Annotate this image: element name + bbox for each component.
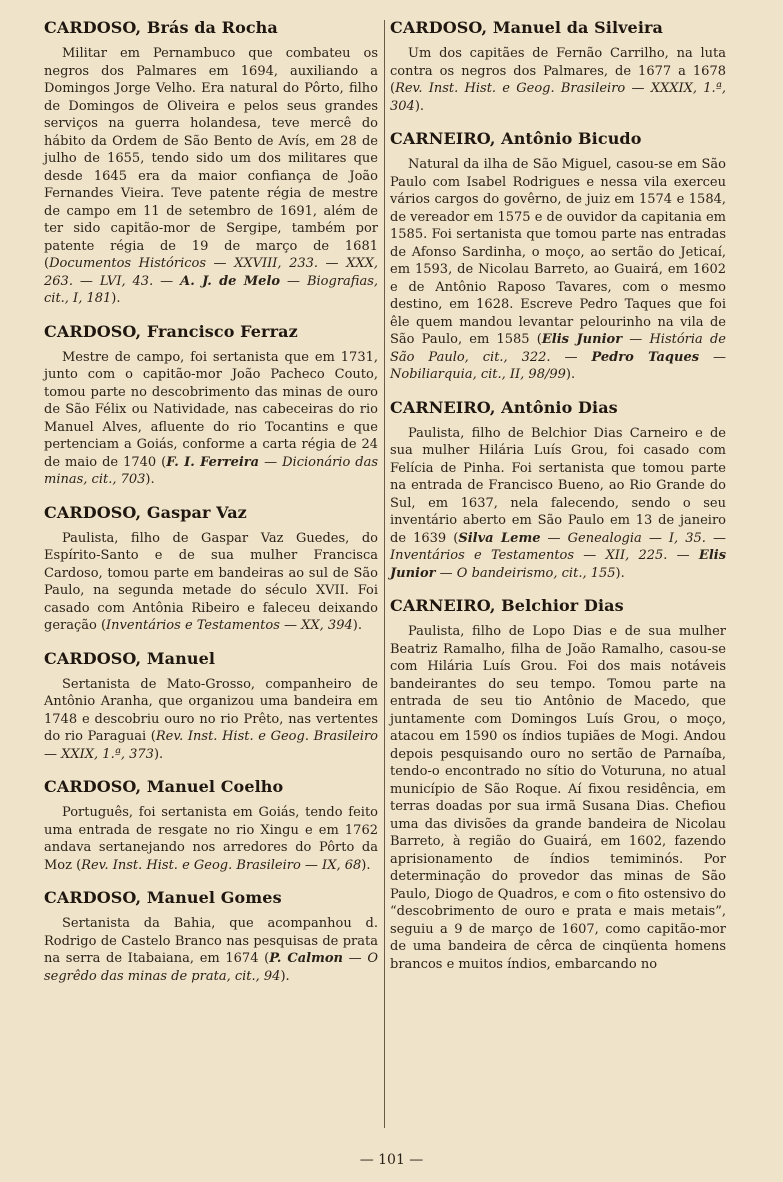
entry-text: Paulista, filho de Gaspar Vaz Guedes, do Espírito-Santo e de sua mulher Francisca Cardoso, tomou parte em bandeiras ao sul de São Paulo, na segunda metade do século XVII. Foi casado com Antônia Ribeiro e faleceu deixando geração ( [44,530,378,633]
entry-text: Paulista, filho de Lopo Dias e de sua mulher Beatriz Ramalho, filha de João Ramalho, casou-se com Hilária Luís Grou. Foi dos mais notáveis bandeirantes do seu tempo. Tomou parte na entrada de seu tio Antônio de Macedo, que juntamente com Domingos Luís Grou, o moço, atacou em 1590 os índios tupiães de Mogi. Andou depois pesquisando ouro no sertão de Parnaíba, tendo-o encontrado no sítio do Voturuna, no atual município de São Roque. Aí fixou residência, em terras doadas por sua irmã Susana Dias. Chefiou uma das divisões da grande bandeira de Nicolau Barreto, à região do Guairá, em 1602, fazendo aprisionamento de índios temiminós. Por determinação do provedor das minas de São Paulo, Diogo de Quadros, e com o fito ostensivo do “descobrimento de ouro e prata e mais metais”, seguiu a 9 de março de 1607, como capitão-mor de uma bandeira de cêrca de cinqüenta homens brancos e muitos índios, embarcando no [390,624,726,972]
entry [390,129,726,384]
cited-author: Elis Junior [541,332,623,347]
entry-text: Paulista, filho de Belchior Dias Carneiro e de sua mulher Hilária Luís Grou, foi casado com Felícia de Pinha. Foi sertanista que tomou parte na entrada de Francisco Bueno, ao Rio Grande do Sul, em 1637, nela falecendo, sendo o seu inventário aberto em São Paulo em 13 de janeiro de 1639 ( [390,425,726,546]
entry [44,322,378,489]
entry-text: Sertanista de Mato-Grosso, companheiro de Antônio Aranha, que organizou uma bandeira em 1748 e descobriu ouro no rio Prêto, nas vertentes do rio Paraguai ( [44,676,378,744]
entry-text: Português, foi sertanista em Goiás, tendo feito uma entrada de resgate no rio Xingu e em 1762 andava sertanejando nos arredores do Pôrto da Moz ( [44,805,378,873]
entry-text: — [667,548,699,563]
column-divider [384,20,385,1128]
entry-body [390,425,726,583]
citation: Rev. Inst. Hist. e Geog. Brasileiro — XXIX, 1.ª, 373 [44,729,378,762]
entry-body [44,349,378,489]
entry-title: CARNEIRO, Antônio Bicudo [390,129,642,148]
entry-body [390,156,726,384]
entry-text: — [540,530,568,546]
citation: Genealogia — I, 35. — Inventários e Testamentos — XII, 225. [390,530,726,563]
entry-text: — [153,273,181,289]
entry-title: CARDOSO, Manuel da Silveira [390,18,664,37]
entry-title: CARNEIRO, Antônio Dias [390,397,618,417]
entry-body [390,623,726,973]
entry-text: — [699,349,726,365]
entry-text: ). [111,291,121,306]
entry [44,777,378,874]
entry-text: — [259,454,283,470]
citation: O bandeirismo, cit., 155 [456,565,616,581]
entry-body [44,676,378,764]
entry-text: — [435,565,457,581]
citation: História de São Paulo, cit., 322. [390,332,727,365]
right-column [390,18,726,987]
citation: O segrêdo das minas de prata, cit., 94 [44,951,379,984]
entry-text: ). [145,472,155,487]
entry-text: ). [153,746,164,762]
entry-text: — [343,951,368,966]
entry [390,596,726,973]
citation: Dicionário das minas, cit., 703 [44,454,379,487]
entry-text: — [280,273,307,289]
entry [44,18,378,308]
citation: Biografias, cit., I, 181 [44,273,379,306]
entry-text: ). [361,857,371,873]
citation: Nobiliarquia, cit., II, 98/99 [390,367,566,382]
entry-text: ). [352,618,362,633]
entry-text: ). [280,968,290,984]
entry [44,888,378,985]
citation: Documentos Históricos — XXVIII, 233. — XXX, 263. — LVI, 43. [44,256,378,289]
entry-title: CARDOSO, Manuel Coelho [44,777,284,796]
cited-author: Silva Leme [458,530,541,546]
entry-text: Natural da ilha de São Miguel, casou-se em São Paulo com Isabel Rodrigues e nessa vila exerceu vários cargos do govêrno, de juiz em 1574 e 1584, de vereador em 1575 e de ouvidor da capitania em 1585. Foi sertanista que tomou parte nas entradas de Afonso Sardinha, o moço, ao sertão do Jeticaí, em 1593, de Nicolau Barreto, ao Guairá, em 1602 e de Antônio Raposo Tavares, com o mesmo destino, em 1628. Escreve Pedro Taques que foi êle quem mandou levantar pelourinho na vila de São Paulo, em 1585 ( [390,157,727,347]
entry-text: ). [414,98,425,114]
entry-title: CARDOSO, Brás da Rocha [44,18,278,37]
entry-body [390,45,726,115]
left-column [44,18,378,999]
entry-text: — [622,332,650,347]
cited-author: A. J. de Melo [180,273,281,289]
entry-title: CARDOSO, Francisco Ferraz [44,321,298,341]
entry-text: ). [615,565,625,581]
entry [44,503,378,635]
entry-title: CARDOSO, Manuel Gomes [44,888,282,907]
entry-body [44,915,378,985]
entry-text: Sertanista da Bahia, que acompanhou d. Rodrigo de Castelo Branco nas pesquisas de prata na serra de Itabaiana, em 1674 ( [44,916,378,966]
cited-author: Pedro Taques [591,349,700,365]
citation: Rev. Inst. Hist. e Geog. Brasileiro — IX, 68 [81,857,362,873]
entry-body [44,530,378,635]
cited-author: Elis Junior [390,548,727,581]
entry-text: Mestre de campo, foi sertanista que em 1731, junto com o capitão-mor João Pacheco Couto, tomou parte no descobrimento das minas de ouro de São Félix ou Natividade, nas cabeceiras do rio Manuel Alves, afluente do rio Tocantins e que pertenciam a Goiás, conforme a carta régia de 24 de maio de 1740 ( [44,349,378,470]
citation: Inventários e Testamentos — XX, 394 [106,618,353,633]
entry [390,18,726,115]
entry-body [44,804,378,874]
entry [44,649,378,764]
entry-title: CARDOSO, Gaspar Vaz [44,502,247,522]
entry-title: CARNEIRO, Belchior Dias [390,596,624,615]
entry-text: Um dos capitães de Fernão Carrilho, na luta contra os negros dos Palmares, de 1677 a 1678 ( [390,46,726,96]
entry-text: — [550,349,592,365]
entry-text: ). [565,367,576,382]
page-number: — 101 — [359,1152,424,1168]
cited-author: P. Calmon [269,951,343,966]
entry [390,398,726,583]
entry-text: Militar em Pernambuco que combateu os negros dos Palmares em 1694, auxiliando a Domingos Jorge Velho. Era natural do Pôrto, filho de Domingos de Oliveira e pelos seus grandes serviços na guerra holandesa, teve mercê do hábito da Ordem de São Bento de Avís, em 28 de julho de 1655, tendo sido um dos militares que desde 1645 era da maior confiança de João Fernandes Vieira. Teve patente régia de mestre de campo em 11 de setembro de 1691, além de ter sido capitão-mor de Sergipe, também por patente régia de 19 de março de 1681 ( [44,46,378,271]
cited-author: F. I. Ferreira [166,454,260,470]
entry-body [44,45,378,308]
citation: Rev. Inst. Hist. e Geog. Brasileiro — XXXIX, 1.ª, 304 [390,81,726,114]
entry-title: CARDOSO, Manuel [44,648,216,668]
